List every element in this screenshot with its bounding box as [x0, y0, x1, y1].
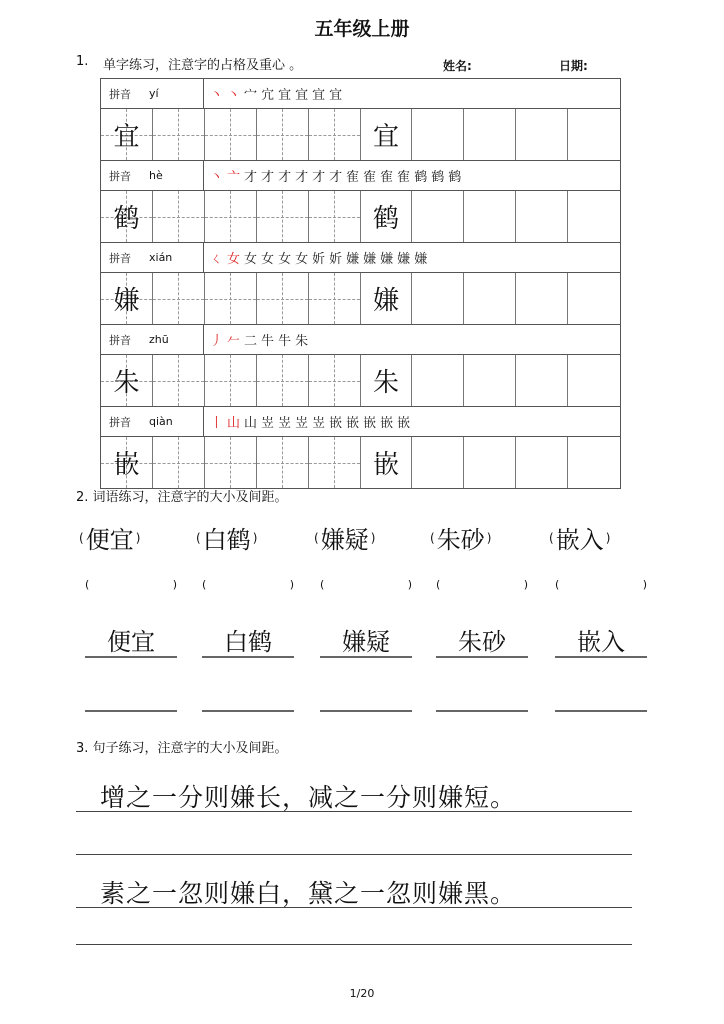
date-label: 日期: [559, 59, 588, 73]
practice-cell[interactable] [464, 355, 516, 406]
section1-number: 1. [76, 54, 89, 69]
practice-cell[interactable] [153, 191, 205, 242]
word-with-parens [314, 520, 375, 555]
stroke-step: 隺 [346, 170, 361, 185]
word: 便宜 [85, 526, 134, 554]
name-label: 姓名: [443, 59, 472, 73]
traced-word: 白鹤 [224, 628, 272, 656]
practice-cell[interactable] [568, 109, 620, 160]
pinyin-label-cell [101, 243, 204, 272]
stroke-step: 隺 [380, 170, 395, 185]
stroke-step: 才 [278, 170, 293, 185]
word: 白鹤 [202, 526, 251, 554]
practice-cell[interactable] [205, 191, 257, 242]
writing-line[interactable] [320, 710, 412, 712]
stroke-step: 宜 [295, 88, 310, 103]
practice-cell[interactable] [516, 273, 568, 324]
word: 朱砂 [436, 526, 485, 554]
practice-cell[interactable] [516, 437, 568, 488]
practice-cell[interactable] [412, 191, 464, 242]
stroke-step: 才 [261, 170, 276, 185]
pinyin-label: 拼音 [109, 169, 131, 183]
practice-cell[interactable] [257, 355, 309, 406]
stroke-step: 岦 [295, 416, 310, 431]
writing-line [85, 656, 177, 658]
word-with-parens [430, 520, 491, 555]
practice-cell[interactable] [257, 109, 309, 160]
stroke-step: 岦 [278, 416, 293, 431]
section2-instruction: 2. 词语练习，注意字的大小及间距。 [76, 490, 288, 505]
model-character: 嫌 [372, 286, 399, 316]
model-character-cell [361, 191, 413, 242]
paren-open: ( [196, 530, 201, 545]
stroke-step: 鹤 [431, 170, 446, 185]
character-row [101, 437, 620, 488]
pinyin-label-cell [101, 325, 204, 354]
pinyin-answer-blank[interactable] [436, 578, 528, 591]
stroke-step: 女 [244, 252, 259, 267]
model-character: 宜 [113, 122, 140, 152]
sentence-1: 增之一分则嫌长，减之一分则嫌短。 [100, 783, 517, 812]
practice-cell[interactable] [205, 437, 257, 488]
stroke-step: 鹤 [414, 170, 429, 185]
stroke-step: 才 [312, 170, 327, 185]
stroke-order [204, 84, 346, 103]
stroke-step: 山 [244, 416, 259, 431]
model-character: 朱 [113, 368, 140, 398]
stroke-step: 嫌 [363, 252, 378, 267]
stroke-step: 嫌 [397, 252, 412, 267]
pinyin-label: 拼音 [109, 415, 131, 429]
paren-open: ( [430, 530, 435, 545]
paren-open: ( [436, 578, 441, 591]
practice-cell[interactable] [257, 273, 309, 324]
practice-cell[interactable] [309, 109, 361, 160]
stroke-step: 宜 [329, 88, 344, 103]
stroke-step: 嫌 [380, 252, 395, 267]
stroke-step: 女 [278, 252, 293, 267]
pinyin-label: 拼音 [109, 333, 131, 347]
character-row [101, 273, 620, 325]
practice-cell[interactable] [464, 109, 516, 160]
pinyin-row [101, 407, 620, 437]
stroke-step: 𠂉 [227, 334, 242, 349]
character-row [101, 355, 620, 407]
traced-word: 便宜 [107, 628, 155, 656]
writing-line [76, 944, 632, 945]
stroke-step: 亠 [227, 170, 242, 185]
stroke-step: ㄑ [210, 252, 225, 267]
stroke-step: 嫌 [346, 252, 361, 267]
practice-cell[interactable] [205, 109, 257, 160]
model-character: 鹤 [372, 204, 399, 234]
stroke-order [204, 248, 431, 267]
practice-cell[interactable] [516, 191, 568, 242]
practice-cell[interactable] [412, 273, 464, 324]
stroke-step: 丨 [210, 416, 225, 431]
practice-cell[interactable] [257, 437, 309, 488]
practice-cell[interactable] [516, 355, 568, 406]
practice-cell[interactable] [516, 109, 568, 160]
stroke-step: 嵌 [363, 416, 378, 431]
stroke-step: 鹤 [448, 170, 463, 185]
writing-line [202, 656, 294, 658]
stroke-step: 宜 [278, 88, 293, 103]
stroke-order [204, 166, 465, 185]
stroke-step: 山 [227, 416, 242, 431]
practice-cell[interactable] [205, 273, 257, 324]
writing-line [320, 656, 412, 658]
stroke-step: 丶 [210, 170, 225, 185]
word: 嫌疑 [320, 526, 369, 554]
model-character: 鹤 [113, 204, 140, 234]
writing-line [76, 811, 632, 812]
stroke-order [204, 412, 414, 431]
stroke-step: 嵌 [397, 416, 412, 431]
pinyin: zhū [149, 333, 169, 346]
model-character-cell [361, 437, 413, 488]
stroke-step: 才 [329, 170, 344, 185]
model-character: 嵌 [113, 450, 140, 480]
character-row [101, 191, 620, 243]
character-row [101, 109, 620, 161]
stroke-step: 隺 [397, 170, 412, 185]
model-character: 嫌 [113, 286, 140, 316]
page-title: 五年级上册 [314, 18, 410, 40]
model-character-cell [361, 273, 413, 324]
paren-close: ) [486, 530, 492, 545]
paren-close: ) [172, 578, 177, 591]
word-with-parens [549, 520, 610, 555]
word-with-parens [196, 520, 257, 555]
practice-cell[interactable] [412, 437, 464, 488]
sentence-2: 素之一忽则嫌白，黛之一忽则嫌黑。 [100, 879, 517, 908]
paren-open: ( [320, 578, 325, 591]
stroke-step: 丿 [210, 334, 225, 349]
stroke-step: 丶 [227, 88, 242, 103]
paren-open: ( [555, 578, 560, 591]
practice-cell[interactable] [568, 273, 620, 324]
practice-cell[interactable] [153, 273, 205, 324]
paren-open: ( [79, 530, 84, 545]
paren-open: ( [314, 530, 319, 545]
stroke-step: 女 [295, 252, 310, 267]
stroke-order [204, 330, 312, 349]
traced-word: 朱砂 [458, 628, 506, 656]
model-character-cell [361, 109, 413, 160]
stroke-step: 嵌 [346, 416, 361, 431]
practice-cell[interactable] [257, 191, 309, 242]
pinyin-answer-blank[interactable] [320, 578, 412, 591]
writing-line [555, 656, 647, 658]
model-character-cell [101, 273, 153, 324]
writing-line [76, 854, 632, 855]
stroke-step: 岦 [312, 416, 327, 431]
writing-line[interactable] [85, 710, 177, 712]
paren-open: ( [202, 578, 207, 591]
writing-line[interactable] [436, 710, 528, 712]
practice-cell[interactable] [153, 355, 205, 406]
stroke-step: 才 [295, 170, 310, 185]
practice-cell[interactable] [568, 355, 620, 406]
practice-cell[interactable] [153, 109, 205, 160]
pinyin-row [101, 325, 620, 355]
pinyin-answer-blank[interactable] [202, 578, 294, 591]
pinyin-answer-blank[interactable] [555, 578, 647, 591]
stroke-step: 丶 [210, 88, 225, 103]
pinyin-row [101, 161, 620, 191]
paren-open: ( [85, 578, 90, 591]
stroke-step: 才 [244, 170, 259, 185]
stroke-step: 隺 [363, 170, 378, 185]
model-character-cell [101, 355, 153, 406]
word-with-parens [79, 520, 140, 555]
writing-line [436, 656, 528, 658]
paren-close: ) [135, 530, 141, 545]
stroke-step: 嵌 [380, 416, 395, 431]
stroke-step: 妡 [312, 252, 327, 267]
practice-cell[interactable] [412, 355, 464, 406]
pinyin-label: 拼音 [109, 87, 131, 101]
paren-open: ( [549, 530, 554, 545]
stroke-step: 朱 [295, 334, 310, 349]
model-character: 嵌 [372, 450, 399, 480]
pinyin: hè [149, 169, 163, 182]
practice-cell[interactable] [568, 437, 620, 488]
practice-cell[interactable] [309, 437, 361, 488]
paren-close: ) [370, 530, 376, 545]
pinyin-label-cell [101, 161, 204, 190]
writing-line[interactable] [555, 710, 647, 712]
practice-cell[interactable] [464, 273, 516, 324]
practice-cell[interactable] [205, 355, 257, 406]
practice-cell[interactable] [464, 191, 516, 242]
stroke-step: 宂 [261, 88, 276, 103]
practice-cell[interactable] [309, 191, 361, 242]
paren-close: ) [407, 578, 412, 591]
model-character-cell [101, 109, 153, 160]
paren-close: ) [605, 530, 611, 545]
model-character-cell [101, 437, 153, 488]
paren-close: ) [252, 530, 258, 545]
pinyin-row [101, 243, 620, 273]
paren-close: ) [289, 578, 294, 591]
model-character: 宜 [372, 122, 399, 152]
pinyin-row [101, 79, 620, 109]
practice-cell[interactable] [309, 355, 361, 406]
pinyin-label-cell [101, 79, 204, 108]
stroke-step: 岦 [261, 416, 276, 431]
stroke-step: 宀 [244, 88, 259, 103]
model-character-cell [101, 191, 153, 242]
stroke-step: 妡 [329, 252, 344, 267]
pinyin-label-cell [101, 407, 204, 436]
traced-word: 嵌入 [577, 628, 625, 656]
paren-close: ) [523, 578, 528, 591]
pinyin: yí [149, 87, 159, 100]
stroke-step: 牛 [261, 334, 276, 349]
pinyin-answer-blank[interactable] [85, 578, 177, 591]
practice-cell[interactable] [412, 109, 464, 160]
pinyin: xián [149, 251, 173, 264]
stroke-step: 宜 [312, 88, 327, 103]
stroke-step: 嫌 [414, 252, 429, 267]
traced-word: 嫌疑 [342, 628, 390, 656]
section3-instruction: 3. 句子练习，注意字的大小及间距。 [76, 741, 288, 756]
page-number: 1/20 [349, 987, 375, 1000]
practice-cell[interactable] [309, 273, 361, 324]
pinyin: qiàn [149, 415, 173, 428]
model-character: 朱 [372, 368, 399, 398]
practice-cell[interactable] [568, 191, 620, 242]
stroke-step: 女 [227, 252, 242, 267]
practice-cell[interactable] [153, 437, 205, 488]
section1-instruction: 单字练习，注意字的占格及重心 。 [103, 58, 303, 73]
stroke-step: 女 [261, 252, 276, 267]
stroke-step: 二 [244, 334, 259, 349]
practice-cell[interactable] [464, 437, 516, 488]
word: 嵌入 [555, 526, 604, 554]
paren-close: ) [642, 578, 647, 591]
model-character-cell [361, 355, 413, 406]
stroke-step: 牛 [278, 334, 293, 349]
character-practice-grid [100, 78, 621, 489]
pinyin-label: 拼音 [109, 251, 131, 265]
stroke-step: 嵌 [329, 416, 344, 431]
writing-line [76, 907, 632, 908]
writing-line[interactable] [202, 710, 294, 712]
